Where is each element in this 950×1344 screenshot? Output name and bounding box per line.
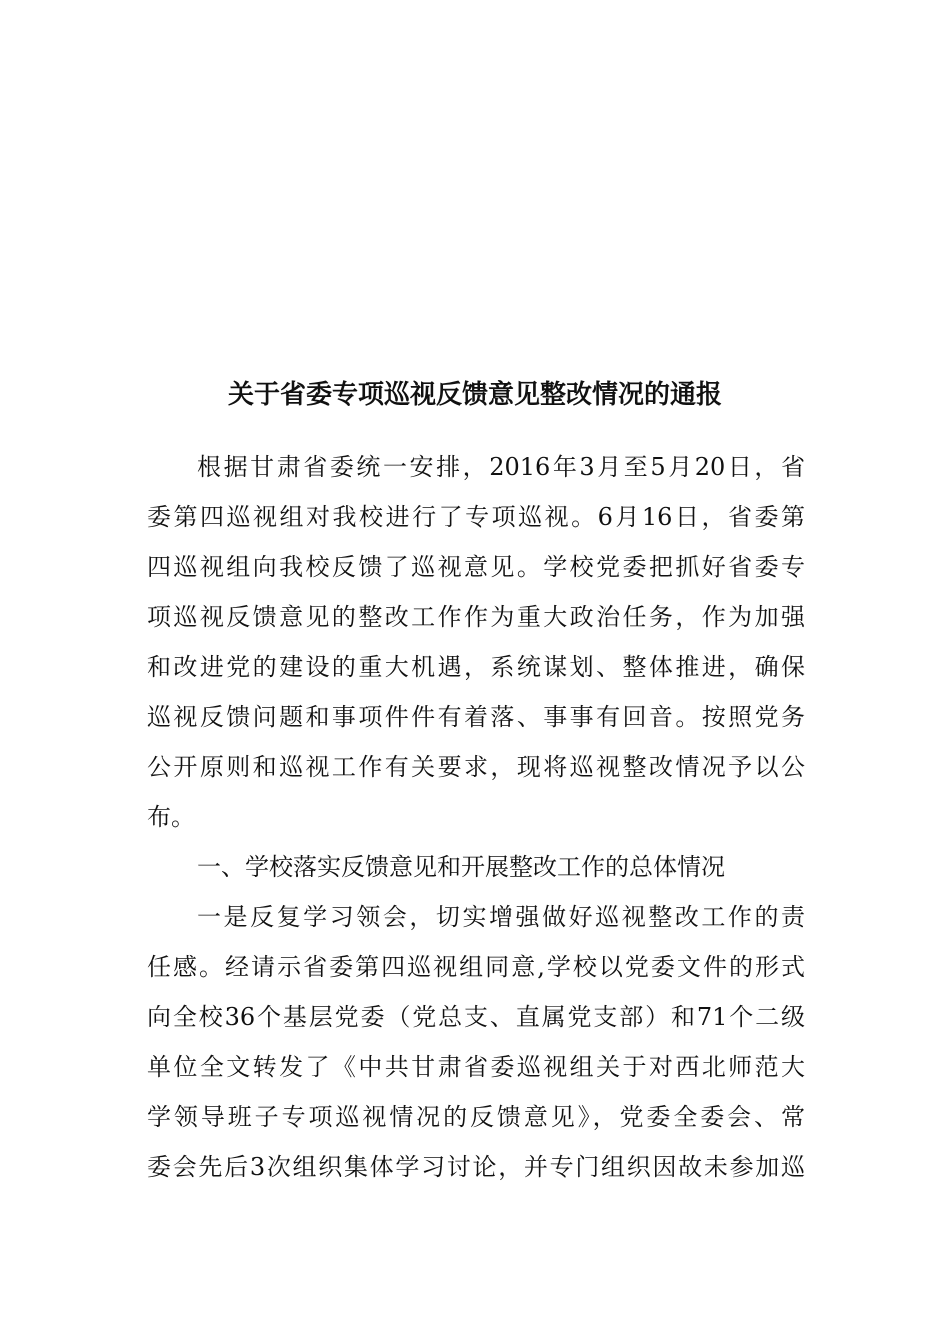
text-line: 一是反复学习领会，切实增强做好巡视整改工作的责 xyxy=(197,903,805,931)
text-line: 项巡视反馈意见的整改工作作为重大政治任务，作为加强 xyxy=(147,603,805,631)
text-line: 学领导班子专项巡视情况的反馈意见》，党委全委会、常 xyxy=(147,1103,805,1131)
text-line: 四巡视组向我校反馈了巡视意见。学校党委把抓好省委专 xyxy=(147,553,805,581)
paragraph-intro xyxy=(147,442,805,842)
text-line: 布。 xyxy=(147,803,195,831)
paragraph-section1 xyxy=(147,892,805,1192)
text-line: 根据甘肃省委统一安排，2016年3月至5月20日，省 xyxy=(197,453,805,481)
document-body xyxy=(147,442,805,1192)
text-line: 任感。经请示省委第四巡视组同意,学校以党委文件的形式 xyxy=(147,953,805,981)
text-line: 和改进党的建设的重大机遇，系统谋划、整体推进，确保 xyxy=(147,653,805,681)
text-line: 巡视反馈问题和事项件件有着落、事事有回音。按照党务 xyxy=(147,703,805,731)
text-line: 公开原则和巡视工作有关要求，现将巡视整改情况予以公 xyxy=(147,753,805,781)
text-line: 向全校36个基层党委（党总支、直属党支部）和71个二级 xyxy=(147,1003,805,1031)
text-line: 委会先后3次组织集体学习讨论，并专门组织因故未参加巡 xyxy=(147,1153,805,1181)
text-line: 单位全文转发了《中共甘肃省委巡视组关于对西北师范大 xyxy=(147,1053,805,1081)
document-title: 关于省委专项巡视反馈意见整改情况的通报 xyxy=(227,380,722,410)
text-line: 委第四巡视组对我校进行了专项巡视。6月16日，省委第 xyxy=(147,503,805,531)
section-heading: 一、学校落实反馈意见和开展整改工作的总体情况 xyxy=(197,853,725,881)
